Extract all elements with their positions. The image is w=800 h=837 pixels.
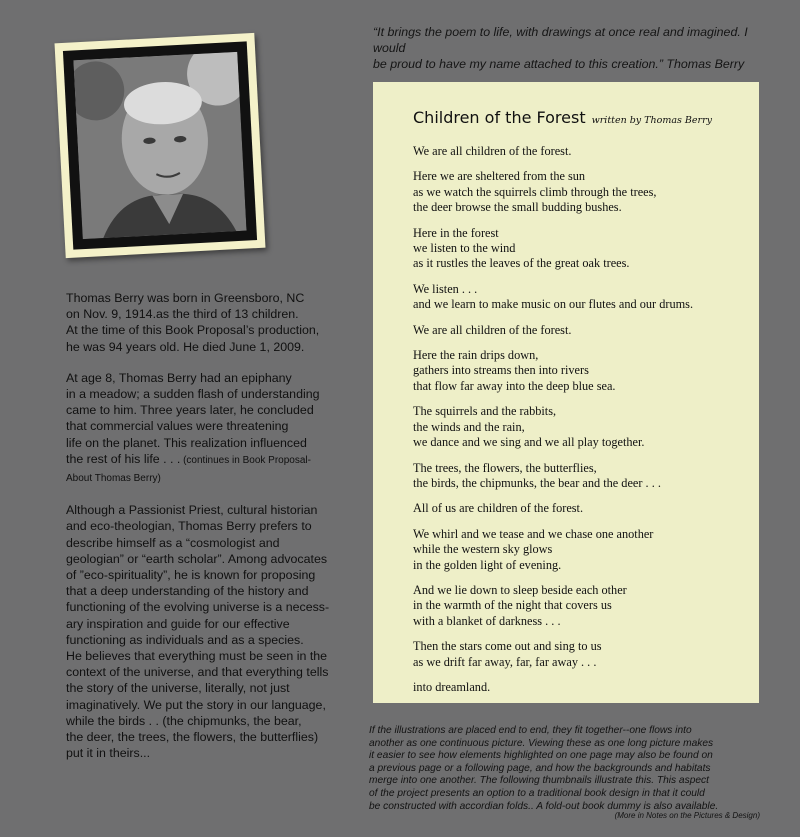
poem-stanza: All of us are children of the forest.: [413, 501, 584, 516]
poem-heading: [413, 108, 712, 128]
portrait-frame: [55, 33, 266, 258]
poem-title: Children of the Forest: [413, 108, 586, 127]
poem-panel: [373, 82, 759, 703]
portrait-photo: [73, 52, 246, 239]
poem-stanza: We are all children of the forest.: [413, 144, 572, 158]
bio-paragraph-2-text: At age 8, Thomas Berry had an epiphany in a meadow; a sudden flash of understanding came to him. Three years later, he concluded that commercial values were threatening life on the planet. This realization influenced the rest of his life . . .: [66, 370, 320, 466]
portrait-image: [73, 52, 246, 239]
poem-stanza: Here in the forest we listen to the wind as it rustles the leaves of the great oak trees.: [413, 225, 630, 271]
bio-paragraph-3: Although a Passionist Priest, cultural historian and eco-theologian, Thomas Berry prefers to describe himself as a “cosmologist and geologian” or “earth scholar”. Among advocates of ”eco-spirituality”, he is known for proposing that a deep understanding of the history and functioning of the evolving universe is a necess- ary inspiration and guide for our effective functioning as individuals and as a species. He believes that everything must be seen in the context of the universe, and that everything tells the story of the universe, literally, not just imaginatively. We put the story in our language, while the birds . . (the chipmunks, the bear, the deer, the trees, the flowers, the butterflies) put it in theirs...: [66, 503, 330, 761]
poem-stanza: And we lie down to sleep beside each other in the warmth of the night that covers us with a blanket of darkness . . .: [413, 582, 627, 628]
bio-paragraph-1: Thomas Berry was born in Greensboro, NC on Nov. 9, 1914.as the third of 13 children. At the time of this Book Proposal’s production, he was 94 years old. He died June 1, 2009.: [66, 291, 320, 354]
bio-continuation-note: (continues in Book Proposal- About Thomas Berry): [66, 454, 311, 485]
poem-stanza: We whirl and we tease and we chase one another while the western sky glows in the golden light of evening.: [413, 526, 654, 572]
poem-stanza: We are all children of the forest.: [413, 322, 572, 337]
poem-stanza: We listen . . . and we learn to make music on our flutes and our drums.: [413, 281, 694, 312]
poem-byline: written by Thomas Berry: [591, 115, 712, 126]
footnote-reference: (More in Notes on the Pictures & Design): [614, 811, 760, 820]
bio-paragraph-2: [66, 370, 336, 487]
portrait-border: [63, 41, 257, 249]
poem-stanza: Then the stars come out and sing to us as we drift far away, far, far away . . .: [413, 639, 602, 669]
poem-stanza: The squirrels and the rabbits, the winds and the rain, we dance and we sing and we all play together.: [413, 404, 645, 450]
poem-body: [413, 144, 753, 705]
biography: [66, 290, 336, 776]
poem-stanza: Here we are sheltered from the sun as we watch the squirrels climb through the trees, the deer browse the small budding bushes.: [413, 169, 657, 215]
endorsement-quote: “It brings the poem to life, with drawings at once real and imagined. I would be proud to have my name attached to this creation.” Thomas Berry: [373, 25, 748, 71]
design-footnote: If the illustrations are placed end to end, they fit together--one flows into another as one continuous picture. Viewing these as one long picture makes it easier to see how elements highlighted on one page may also be found on a previous page or a following page, and how the backgrounds and habitats merge into one another. The following thumbnails illustrate this. This aspect of the project presents an option to a traditional book design in that it could be constructed with accordian folds.. A fold-out book dummy is also available.: [369, 725, 719, 812]
poem-stanza: The trees, the flowers, the butterflies, the birds, the chipmunks, the bear and the deer . . .: [413, 460, 661, 490]
poem-stanza: into dreamland.: [413, 679, 491, 694]
poem-stanza: Here the rain drips down, gathers into streams then into rivers that flow far away into the deep blue sea.: [413, 348, 616, 393]
